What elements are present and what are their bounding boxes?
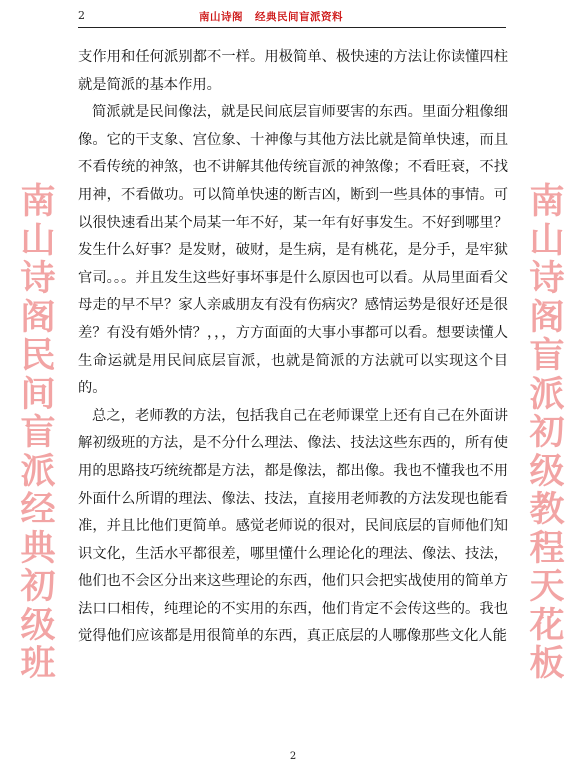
paragraph: 支作用和任何派别都不一样。用极简单、极快速的方法让你读懂四柱就是简派的基本作用。: [78, 49, 508, 93]
document-body: [78, 44, 508, 651]
footer-page-number: 2: [289, 751, 297, 762]
paragraph: 简派就是民间像法，就是民间底层盲师要害的东西。里面分粗像细像。它的干支象、宫位象、十神像与其他方法比就是简单快速，而且不看传统的神煞，也不讲解其他传统盲派的神煞像；不看旺衰，不找用神，不看做功。可以简单快速的断吉凶，断到一些具体的事情。可以很快速看出某个局某一年不好，某一年有好事发生。不好到哪里？发生什么好事？是发财，破财，是生病，是有桃花，是分手，是牢狱官司。。。并且发生这些好事坏事是什么原因也可以看。从局里面看父母走的早不早？家人亲戚朋友有没有伤病灾？感情运势是很好还是很差？有没有婚外情？，，，方方面面的大事小事都可以看。想要读懂人生命运就是用民间底层盲派，也就是简派的方法就可以实现这个目的。: [78, 104, 508, 397]
header-title: [199, 9, 355, 24]
paragraph: 总之，老师教的方法，包括我自己在老师课堂上还有自己在外面讲解初级班的方法，是不分什么理法、像法、技法这些东西的，所有使用的思路技巧统统都是方法，都是像法，都出像。我也不懂我也不用外面什么所谓的理法、像法、技法，直接用老师教的方法发现也能看准，并且比他们更简单。感觉老师说的很对，民间底层的盲师他们知识文化，生活水平都很差，哪里懂什么理论化的理法、像法、技法，他们也不会区分出来这些理论的东西，他们只会把实战使用的简单方法口口相传，纯理论的不实用的东西，他们肯定不会传这些的。我也觉得他们应该都是用很简单的东西，真正底层的人哪像那些文化人能: [78, 407, 508, 645]
header-page-number: 2: [78, 9, 85, 22]
watermark-left: 南山诗阁 民间盲派经典初级班: [20, 182, 56, 684]
header-title-subject: 经典民间盲派资料: [255, 11, 343, 23]
header-title-site: 南山诗阁: [199, 11, 243, 23]
watermark-right: 南山诗阁 盲派初级教程天花板: [529, 182, 565, 684]
page-header: [78, 6, 506, 28]
